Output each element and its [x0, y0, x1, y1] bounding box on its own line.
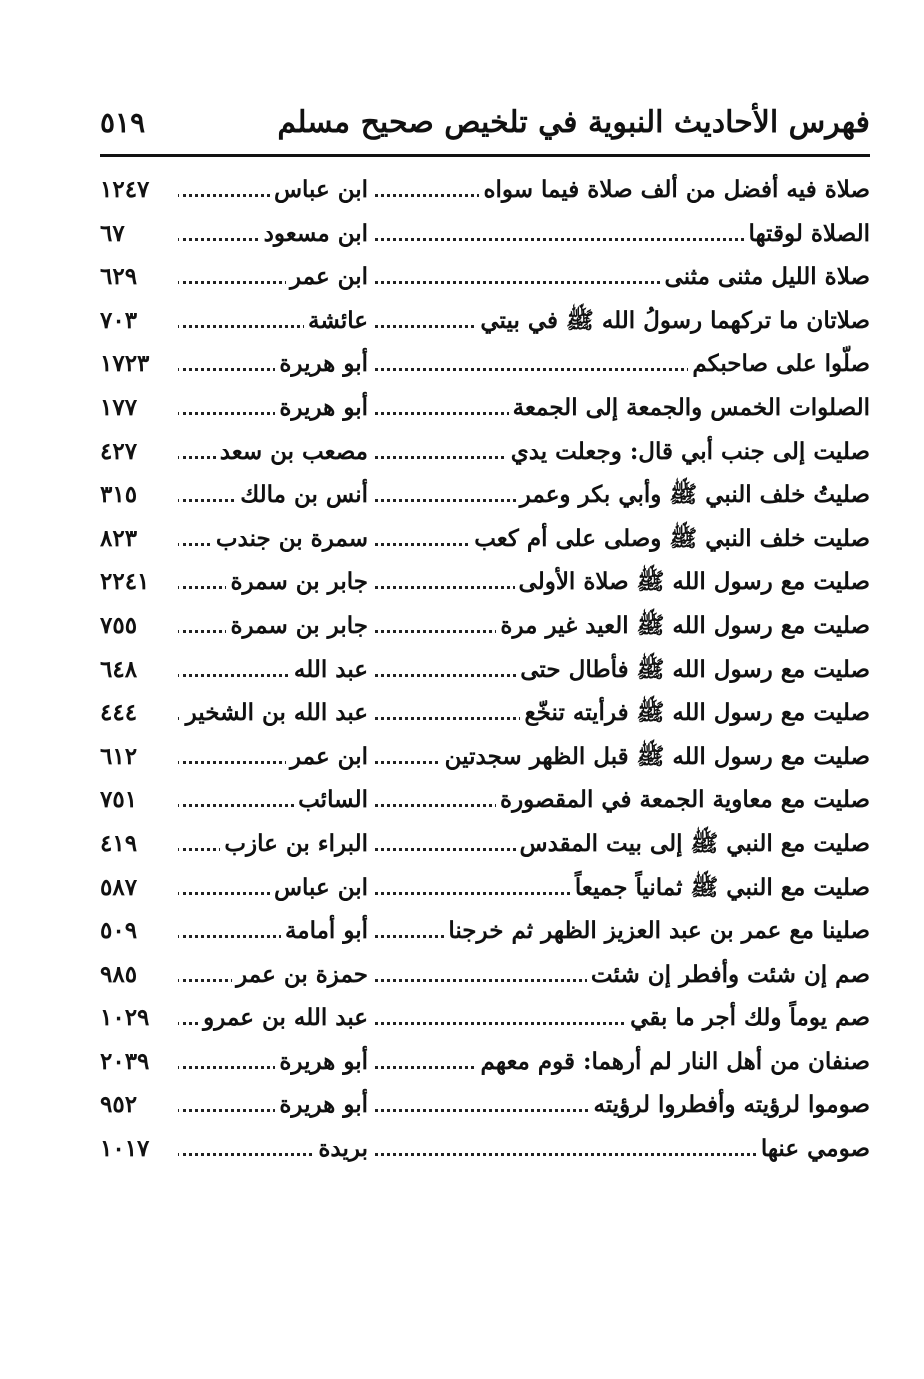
hadith-text: صليتُ خلف النبي ﷺ وأبي بكر وعمر [516, 473, 870, 517]
hadith-text: صومي عنها [757, 1127, 870, 1171]
header-rule [100, 154, 870, 157]
hadith-text: صليت مع رسول الله ﷺ فأطال حتى [516, 648, 870, 692]
narrator-name: عائشة [304, 299, 372, 343]
narrator-name: ابن مسعود [260, 212, 372, 256]
hadith-text: الصلاة لوقتها [744, 212, 870, 256]
narrator-name: أبو هريرة [275, 1040, 372, 1084]
index-entry [100, 430, 870, 474]
index-entry [100, 866, 870, 910]
index-entry [100, 735, 870, 779]
hadith-number: ٦١٢ [100, 735, 178, 779]
narrator-name: أبو هريرة [275, 342, 372, 386]
hadith-text: صليت مع معاوية الجمعة في المقصورة [496, 778, 870, 822]
hadith-number: ٥٠٩ [100, 909, 178, 953]
hadith-number: ٣١٥ [100, 473, 178, 517]
index-entry [100, 648, 870, 692]
hadith-index-list [100, 168, 870, 1171]
hadith-number: ٧٠٣ [100, 299, 178, 343]
hadith-text: صم إن شئت وأفطر إن شئت [587, 953, 870, 997]
hadith-number: ١٢٤٧ [100, 168, 178, 212]
hadith-text: صليت خلف النبي ﷺ وصلى على أم كعب [470, 517, 870, 561]
hadith-text: صلاتان ما تركهما رسولُ الله ﷺ في بيتي [476, 299, 870, 343]
index-entry [100, 342, 870, 386]
narrator-name: بريدة [314, 1127, 372, 1171]
hadith-number: ٦٢٩ [100, 255, 178, 299]
narrator-name: جابر بن سمرة [226, 560, 372, 604]
index-entry [100, 1083, 870, 1127]
hadith-number: ١٠٢٩ [100, 996, 178, 1040]
index-entry [100, 604, 870, 648]
hadith-text: صليت مع رسول الله ﷺ العيد غير مرة [496, 604, 870, 648]
hadith-text: صنفان من أهل النار لم أرهما: قوم معهم [477, 1040, 870, 1084]
hadith-number: ٩٥٢ [100, 1083, 178, 1127]
hadith-text: صليت إلى جنب أبي قال: وجعلت يدي [507, 430, 870, 474]
narrator-name: سمرة بن جندب [212, 517, 372, 561]
hadith-number: ٥٨٧ [100, 866, 178, 910]
narrator-name: البراء بن عازب [220, 822, 372, 866]
index-entry [100, 473, 870, 517]
narrator-name: ابن عمر [286, 735, 372, 779]
narrator-name: مصعب بن سعد [216, 430, 372, 474]
narrator-name: أبو هريرة [275, 1083, 372, 1127]
narrator-name: أبو هريرة [275, 386, 372, 430]
hadith-number: ٢٠٣٩ [100, 1040, 178, 1084]
narrator-name: عبد الله بن الشخير [182, 691, 372, 735]
hadith-text: صليت مع رسول الله ﷺ صلاة الأولى [515, 560, 870, 604]
index-entry [100, 996, 870, 1040]
index-entry [100, 212, 870, 256]
narrator-name: جابر بن سمرة [226, 604, 372, 648]
hadith-text: صليت مع رسول الله ﷺ قبل الظهر سجدتين [441, 735, 870, 779]
index-entry [100, 560, 870, 604]
index-entry [100, 1040, 870, 1084]
hadith-number: ١٧٧ [100, 386, 178, 430]
hadith-text: صوموا لرؤيته وأفطروا لرؤيته [589, 1083, 870, 1127]
hadith-number: ٢٢٤١ [100, 560, 178, 604]
index-entry [100, 691, 870, 735]
index-entry [100, 386, 870, 430]
narrator-name: أبو أمامة [281, 909, 372, 953]
narrator-name: السائب [294, 778, 372, 822]
hadith-number: ١٠١٧ [100, 1127, 178, 1171]
page-header [100, 92, 870, 152]
index-entry [100, 778, 870, 822]
hadith-number: ١٧٢٣ [100, 342, 178, 386]
index-entry [100, 822, 870, 866]
index-entry [100, 909, 870, 953]
hadith-text: الصلوات الخمس والجمعة إلى الجمعة [509, 386, 870, 430]
index-entry [100, 168, 870, 212]
index-entry [100, 1127, 870, 1171]
hadith-number: ٤١٩ [100, 822, 178, 866]
hadith-number: ٧٥٥ [100, 604, 178, 648]
index-entry [100, 299, 870, 343]
hadith-text: صليت مع النبي ﷺ ثمانياً جميعاً [571, 866, 870, 910]
page-number: ٥١٩ [100, 105, 146, 139]
hadith-number: ٩٨٥ [100, 953, 178, 997]
hadith-text: صلاة الليل مثنى مثنى [661, 255, 870, 299]
hadith-number: ٦٤٨ [100, 648, 178, 692]
hadith-text: صلّوا على صاحبكم [688, 342, 870, 386]
hadith-number: ٤٤٤ [100, 691, 178, 735]
narrator-name: ابن عمر [286, 255, 372, 299]
page-title: فهرس الأحاديث النبوية في تلخيص صحيح مسلم [277, 104, 870, 140]
narrator-name: ابن عباس [270, 168, 372, 212]
hadith-text: صليت مع رسول الله ﷺ فرأيته تنخّع [520, 691, 870, 735]
hadith-text: صلاة فيه أفضل من ألف صلاة فيما سواه [479, 168, 870, 212]
hadith-text: صم يوماً ولك أجر ما بقي [626, 996, 870, 1040]
narrator-name: عبد الله [290, 648, 372, 692]
hadith-text: صليت مع النبي ﷺ إلى بيت المقدس [516, 822, 870, 866]
hadith-number: ٨٢٣ [100, 517, 178, 561]
index-entry [100, 255, 870, 299]
narrator-name: حمزة بن عمر [232, 953, 372, 997]
narrator-name: ابن عباس [270, 866, 372, 910]
hadith-number: ٦٧ [100, 212, 178, 256]
hadith-number: ٤٢٧ [100, 430, 178, 474]
hadith-number: ٧٥١ [100, 778, 178, 822]
narrator-name: أنس بن مالك [236, 473, 372, 517]
index-entry [100, 517, 870, 561]
narrator-name: عبد الله بن عمرو [199, 996, 372, 1040]
hadith-text: صلينا مع عمر بن عبد العزيز الظهر ثم خرجنا [444, 909, 870, 953]
index-entry [100, 953, 870, 997]
